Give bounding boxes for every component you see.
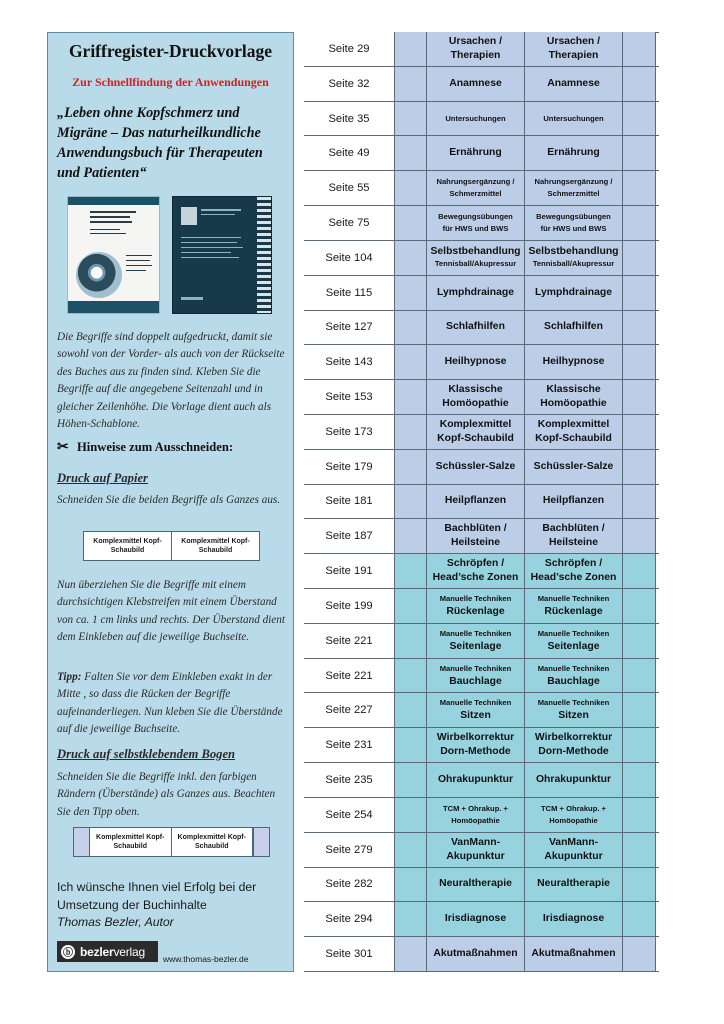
- register-label-line: Selbstbehandlung: [430, 246, 521, 258]
- tab-edge-right: [623, 554, 656, 588]
- register-label-front: [427, 519, 525, 553]
- page-number: Seite 29: [304, 32, 394, 66]
- author-signature: Thomas Bezler, Autor: [57, 915, 174, 929]
- register-label-back: [525, 659, 623, 693]
- register-label-back: [525, 937, 623, 971]
- page-number: Seite 32: [304, 67, 394, 101]
- tab-edge-left: [394, 589, 427, 623]
- tab-edge-right: [623, 32, 656, 66]
- register-label-front: [427, 902, 525, 936]
- register-label-front: [427, 937, 525, 971]
- tab-edge-left: [394, 833, 427, 867]
- register-label-line: für HWS und BWS: [540, 223, 607, 233]
- tab-edge-right: [623, 67, 656, 101]
- tab-edge-right: [623, 276, 656, 310]
- sample-label-paper: [83, 531, 260, 561]
- register-label-line: Schmerzmittel: [547, 189, 600, 199]
- register-label-front: [427, 485, 525, 519]
- register-label-back: [525, 206, 623, 240]
- register-label-line: Manuelle Techniken: [537, 628, 610, 638]
- register-row: [304, 136, 659, 171]
- tab-edge-left: [394, 693, 427, 727]
- register-label-line: Bachblüten /: [444, 523, 507, 535]
- tab-edge-left: [394, 728, 427, 762]
- tab-edge-left: [394, 380, 427, 414]
- register-label-line: Therapien: [548, 49, 599, 61]
- page-number: Seite 294: [304, 902, 394, 936]
- page-number: Seite 153: [304, 380, 394, 414]
- tab-edge-right: [623, 206, 656, 240]
- tab-edge-left: [394, 624, 427, 658]
- tab-edge-left: [394, 345, 427, 379]
- register-label-back: [525, 589, 623, 623]
- register-label-back: [525, 693, 623, 727]
- register-label-line: Homöopathie: [549, 815, 598, 825]
- register-label-line: Anamnese: [449, 77, 502, 89]
- register-label-line: Rückenlage: [544, 605, 603, 617]
- register-label-back: [525, 728, 623, 762]
- register-label-line: Manuelle Techniken: [439, 698, 512, 708]
- register-label-back: [525, 136, 623, 170]
- register-label-line: Irisdiagnose: [444, 913, 507, 925]
- page-number: Seite 279: [304, 833, 394, 867]
- register-label-front: [427, 868, 525, 902]
- tab-edge-right: [623, 380, 656, 414]
- page-number: Seite 221: [304, 659, 394, 693]
- tab-edge-right: [623, 624, 656, 658]
- register-label-back: [525, 102, 623, 136]
- register-label-back: [525, 67, 623, 101]
- publisher-logo-text: bezlerverlag: [80, 944, 145, 959]
- register-row: [304, 519, 659, 554]
- sticker-print-heading: Druck auf selbstklebendem Bogen: [57, 747, 236, 761]
- register-label-line: Selbstbehandlung: [528, 246, 619, 258]
- page-number: Seite 191: [304, 554, 394, 588]
- register-row: [304, 833, 659, 868]
- register-label-front: [427, 450, 525, 484]
- tab-edge-left: [394, 763, 427, 797]
- register-row: [304, 728, 659, 763]
- page-number: Seite 227: [304, 693, 394, 727]
- register-label-line: Therapien: [450, 49, 501, 61]
- register-label-line: Bewegungsübungen: [536, 211, 611, 221]
- register-label-line: Dorn-Methode: [538, 746, 609, 758]
- register-label-front: [427, 206, 525, 240]
- register-label-line: Ohrakupunktur: [437, 774, 514, 786]
- sample-label-cell: Komplexmittel Kopf-Schaubild: [90, 828, 172, 856]
- tab-edge-right: [623, 798, 656, 832]
- register-row: [304, 415, 659, 450]
- tab-edge-left: [394, 485, 427, 519]
- book-title: „Leben ohne Kopfschmerz und Migräne – Das naturheilkundliche Anwendungsbuch für Therapeuten und Patienten“: [57, 105, 263, 181]
- tab-edge-left: [394, 241, 427, 275]
- register-label-front: [427, 798, 525, 832]
- register-label-back: [525, 485, 623, 519]
- register-table: [304, 32, 659, 972]
- publisher-logo: [57, 941, 158, 962]
- tab-edge-right: [623, 171, 656, 205]
- register-label-line: Manuelle Techniken: [537, 593, 610, 603]
- tip-label: Tipp:: [57, 671, 82, 683]
- register-row: [304, 67, 659, 102]
- register-label-line: Kopf-Schaubild: [437, 432, 514, 444]
- register-label-line: Schüssler-Salze: [533, 460, 614, 472]
- tab-edge-left: [394, 798, 427, 832]
- register-label-line: Heilpflanzen: [444, 495, 507, 507]
- register-label-line: Seitenlage: [547, 640, 600, 652]
- register-label-line: Heilhypnose: [542, 356, 605, 368]
- register-row: [304, 345, 659, 380]
- tab-edge-left: [394, 136, 427, 170]
- register-label-line: Sitzen: [558, 710, 589, 722]
- register-label-back: [525, 902, 623, 936]
- tab-edge-right: [623, 693, 656, 727]
- scissors-icon: ✂: [57, 440, 69, 455]
- register-label-front: [427, 833, 525, 867]
- register-label-line: Akupunktur: [446, 850, 505, 862]
- tab-edge-left: [394, 937, 427, 971]
- register-label-line: Neuraltherapie: [439, 878, 512, 890]
- page-number: Seite 221: [304, 624, 394, 658]
- register-label-back: [525, 868, 623, 902]
- register-label-line: Nahrungsergänzung /: [436, 177, 515, 187]
- register-label-line: Bewegungsübungen: [438, 211, 513, 221]
- register-label-back: [525, 798, 623, 832]
- register-label-back: [525, 415, 623, 449]
- register-label-front: [427, 415, 525, 449]
- register-label-line: Homöopathie: [442, 398, 509, 410]
- paper-print-text: Schneiden Sie die beiden Begriffe als Ganzes aus.: [57, 494, 281, 506]
- sample-edge: [74, 828, 90, 856]
- tab-edge-right: [623, 136, 656, 170]
- register-label-line: Head’sche Zonen: [432, 572, 519, 584]
- page-number: Seite 115: [304, 276, 394, 310]
- hints-heading: [57, 439, 289, 456]
- tab-edge-right: [623, 345, 656, 379]
- tab-edge-right: [623, 937, 656, 971]
- register-label-front: [427, 136, 525, 170]
- register-label-back: [525, 276, 623, 310]
- register-label-line: Schüssler-Salze: [435, 460, 516, 472]
- tab-edge-right: [623, 241, 656, 275]
- register-label-line: Heilsteine: [548, 537, 599, 549]
- register-label-front: [427, 67, 525, 101]
- tab-edge-right: [623, 450, 656, 484]
- register-row: [304, 624, 659, 659]
- page-number: Seite 199: [304, 589, 394, 623]
- register-label-line: Wirbelkorrektur: [534, 732, 613, 744]
- register-row: [304, 380, 659, 415]
- register-row: [304, 311, 659, 346]
- instruction-panel: [47, 32, 294, 972]
- register-row: [304, 763, 659, 798]
- register-label-line: Homöopathie: [451, 815, 500, 825]
- register-label-line: Schlafhilfen: [446, 321, 505, 333]
- register-label-line: VanMann-: [450, 836, 501, 848]
- tab-edge-right: [623, 868, 656, 902]
- tab-edge-left: [394, 32, 427, 66]
- register-label-front: [427, 32, 525, 66]
- tab-edge-left: [394, 67, 427, 101]
- register-label-back: [525, 624, 623, 658]
- register-label-line: Klassische: [448, 384, 503, 396]
- register-label-front: [427, 659, 525, 693]
- register-label-line: Bauchlage: [547, 675, 600, 687]
- sample-edge: [253, 828, 269, 856]
- publisher-logo-icon: ⓑ: [61, 945, 75, 959]
- register-row: [304, 32, 659, 67]
- page-title: Griffregister-Druckvorlage: [68, 41, 273, 61]
- register-label-line: Schröpfen /: [544, 558, 603, 570]
- register-label-back: [525, 241, 623, 275]
- register-label-line: Rückenlage: [446, 605, 505, 617]
- register-label-line: Bachblüten /: [542, 523, 605, 535]
- page-number: Seite 235: [304, 763, 394, 797]
- register-label-line: Untersuchungen: [543, 113, 604, 123]
- page-number: Seite 254: [304, 798, 394, 832]
- sticker-print-text: Schneiden Sie die Begriffe inkl. den farbigen Rändern (Überstände) als Ganzes aus. Beachten Sie den Tipp oben.: [57, 771, 276, 818]
- tab-edge-left: [394, 171, 427, 205]
- sample-label-cell: Komplexmittel Kopf-Schaubild: [181, 538, 250, 554]
- register-label-line: Klassische: [546, 384, 601, 396]
- closing-text: [57, 879, 289, 932]
- hints-heading-label: Hinweise zum Ausschneiden:: [77, 440, 234, 454]
- subtitle: Zur Schnellfindung der Anwendungen: [72, 75, 269, 89]
- register-label-line: Komplexmittel: [439, 418, 512, 430]
- register-label-back: [525, 450, 623, 484]
- register-label-line: Anamnese: [547, 77, 600, 89]
- intro-text: Die Begriffe sind doppelt aufgedruckt, damit sie sowohl von der Vorder- als auch von der Rückseite des Buches aus zu finden sind. Kleben Sie die Begriffe auf die angegebene Seitenzahl und in gleicher Zeilenhöhe. Die Vorlage dient auch als Höhen-Schablone.: [57, 331, 285, 431]
- tip-text: [57, 669, 289, 739]
- page-number: Seite 49: [304, 136, 394, 170]
- register-label-front: [427, 171, 525, 205]
- register-row: [304, 589, 659, 624]
- page-number: Seite 104: [304, 241, 394, 275]
- tab-edge-left: [394, 415, 427, 449]
- register-row: [304, 485, 659, 520]
- register-row: [304, 102, 659, 137]
- book-front-cover-image: [67, 196, 160, 314]
- register-label-line: TCM + Ohrakup. +: [541, 803, 606, 813]
- register-row: [304, 659, 659, 694]
- register-label-line: Head’sche Zonen: [530, 572, 617, 584]
- page-number: Seite 181: [304, 485, 394, 519]
- register-label-line: Manuelle Techniken: [537, 663, 610, 673]
- register-label-line: Tennisball/Akupressur: [434, 259, 517, 269]
- register-label-back: [525, 763, 623, 797]
- register-label-line: Ernährung: [547, 147, 600, 159]
- register-label-line: Untersuchungen: [445, 113, 506, 123]
- register-label-line: Ohrakupunktur: [535, 774, 612, 786]
- register-label-back: [525, 519, 623, 553]
- register-label-line: Heilhypnose: [444, 356, 507, 368]
- tab-edge-left: [394, 902, 427, 936]
- register-label-back: [525, 380, 623, 414]
- register-row: [304, 276, 659, 311]
- register-label-line: Seitenlage: [449, 640, 502, 652]
- sample-label-sticker: [73, 827, 270, 857]
- register-label-back: [525, 311, 623, 345]
- register-row: [304, 868, 659, 903]
- register-label-front: [427, 763, 525, 797]
- register-label-line: Neuraltherapie: [537, 878, 610, 890]
- register-label-line: Dorn-Methode: [440, 746, 511, 758]
- register-label-line: Manuelle Techniken: [537, 698, 610, 708]
- tab-edge-right: [623, 415, 656, 449]
- tab-edge-left: [394, 519, 427, 553]
- register-label-line: Lymphdrainage: [535, 286, 612, 298]
- register-label-line: Bauchlage: [449, 675, 502, 687]
- register-label-line: für HWS und BWS: [442, 223, 509, 233]
- register-label-back: [525, 833, 623, 867]
- page-number: Seite 187: [304, 519, 394, 553]
- page-number: Seite 179: [304, 450, 394, 484]
- page-number: Seite 301: [304, 937, 394, 971]
- book-back-cover-image: [172, 196, 272, 314]
- page-number: Seite 173: [304, 415, 394, 449]
- tab-edge-left: [394, 868, 427, 902]
- page-number: Seite 143: [304, 345, 394, 379]
- register-label-back: [525, 345, 623, 379]
- register-label-front: [427, 345, 525, 379]
- register-row: [304, 937, 659, 972]
- register-label-back: [525, 554, 623, 588]
- register-label-line: Wirbelkorrektur: [436, 732, 515, 744]
- tab-edge-right: [623, 485, 656, 519]
- tab-edge-right: [623, 589, 656, 623]
- register-label-front: [427, 276, 525, 310]
- register-row: [304, 798, 659, 833]
- register-label-line: Schmerzmittel: [449, 189, 502, 199]
- register-label-front: [427, 241, 525, 275]
- register-label-back: [525, 171, 623, 205]
- register-label-line: Schröpfen /: [446, 558, 505, 570]
- register-label-front: [427, 589, 525, 623]
- register-label-line: Ursachen /: [546, 35, 601, 47]
- tab-edge-left: [394, 450, 427, 484]
- tab-edge-right: [623, 102, 656, 136]
- tape-instructions: Nun überziehen Sie die Begriffe mit einem durchsichtigen Klebstreifen mit einem Überstand von ca. 1 cm links und rechts. Der Überstand dient dem Einkleben auf die jeweilige Buchseite.: [57, 579, 285, 644]
- page-number: Seite 35: [304, 102, 394, 136]
- register-label-line: Homöopathie: [540, 398, 607, 410]
- paper-print-heading: Druck auf Papier: [57, 471, 148, 485]
- register-label-line: Manuelle Techniken: [439, 628, 512, 638]
- register-label-line: Nahrungsergänzung /: [534, 177, 613, 187]
- register-label-line: Akupunktur: [544, 850, 603, 862]
- page-number: Seite 55: [304, 171, 394, 205]
- register-row: [304, 693, 659, 728]
- register-row: [304, 171, 659, 206]
- register-label-front: [427, 554, 525, 588]
- tab-edge-right: [623, 833, 656, 867]
- register-row: [304, 450, 659, 485]
- register-row: [304, 902, 659, 937]
- closing-wish: Ich wünsche Ihnen viel Erfolg bei der Umsetzung der Buchinhalte: [57, 880, 257, 912]
- register-row: [304, 554, 659, 589]
- register-label-line: Schlafhilfen: [544, 321, 603, 333]
- register-label-line: Akutmaßnahmen: [531, 948, 616, 960]
- register-label-line: Sitzen: [460, 710, 491, 722]
- register-row: [304, 206, 659, 241]
- page-number: Seite 282: [304, 868, 394, 902]
- tab-edge-right: [623, 763, 656, 797]
- sample-label-cell: Komplexmittel Kopf-Schaubild: [84, 532, 172, 560]
- register-label-front: [427, 102, 525, 136]
- register-label-line: Ernährung: [449, 147, 502, 159]
- register-label-line: Ursachen /: [448, 35, 503, 47]
- tab-edge-left: [394, 276, 427, 310]
- tab-edge-left: [394, 554, 427, 588]
- register-label-front: [427, 624, 525, 658]
- tab-edge-right: [623, 659, 656, 693]
- tab-edge-right: [623, 902, 656, 936]
- register-label-line: Irisdiagnose: [542, 913, 605, 925]
- register-label-front: [427, 311, 525, 345]
- register-row: [304, 241, 659, 276]
- page-number: Seite 127: [304, 311, 394, 345]
- tab-edge-left: [394, 311, 427, 345]
- register-label-line: Tennisball/Akupressur: [532, 259, 615, 269]
- register-label-front: [427, 693, 525, 727]
- register-label-line: Manuelle Techniken: [439, 593, 512, 603]
- register-label-line: Lymphdrainage: [437, 286, 514, 298]
- register-label-line: Komplexmittel: [537, 418, 610, 430]
- tab-edge-right: [623, 311, 656, 345]
- register-label-back: [525, 32, 623, 66]
- register-label-front: [427, 728, 525, 762]
- sample-label-cell: Komplexmittel Kopf-Schaubild: [172, 828, 254, 856]
- register-label-line: TCM + Ohrakup. +: [443, 803, 508, 813]
- register-label-line: Akutmaßnahmen: [433, 948, 518, 960]
- register-label-line: Heilpflanzen: [542, 495, 605, 507]
- tab-edge-right: [623, 519, 656, 553]
- tab-edge-left: [394, 659, 427, 693]
- tab-edge-right: [623, 728, 656, 762]
- website-url: www.thomas-bezler.de: [163, 954, 249, 964]
- page-number: Seite 75: [304, 206, 394, 240]
- register-label-line: Kopf-Schaubild: [535, 432, 612, 444]
- tab-edge-left: [394, 206, 427, 240]
- register-label-line: VanMann-: [548, 836, 599, 848]
- register-label-line: Heilsteine: [450, 537, 501, 549]
- page-number: Seite 231: [304, 728, 394, 762]
- register-label-front: [427, 380, 525, 414]
- register-label-line: Manuelle Techniken: [439, 663, 512, 673]
- tip-body: Falten Sie vor dem Einkleben exakt in der Mitte , so dass die Rücken der Begriffe aufeinanderliegen. Nun kleben Sie die Überstände auf die jeweilige Buchseite.: [57, 671, 283, 736]
- tab-edge-left: [394, 102, 427, 136]
